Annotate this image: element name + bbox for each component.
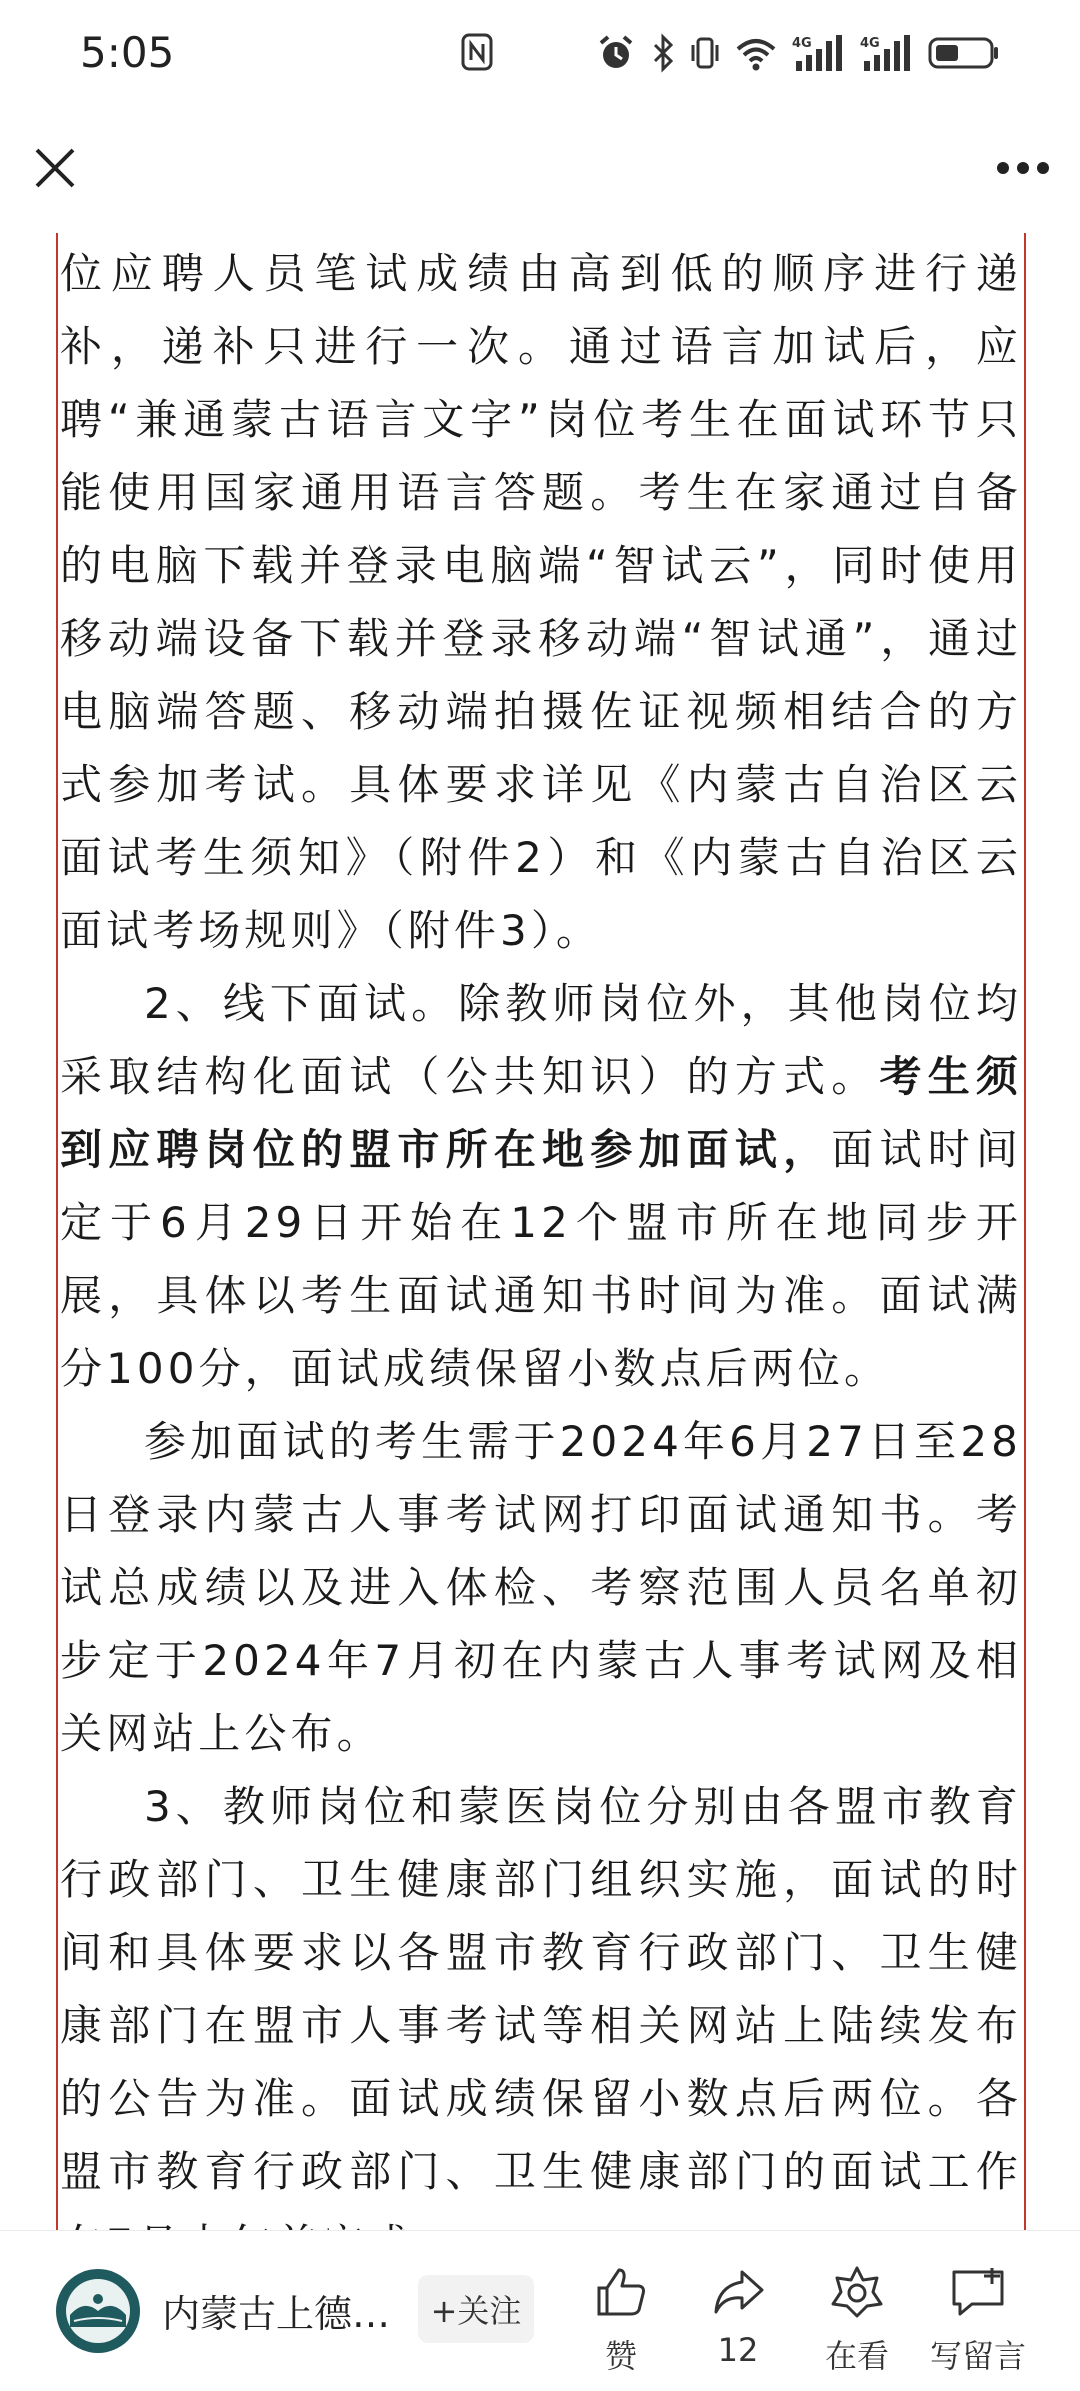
bold-emphasis-text: 考生须到应聘岗位的盟市所在地参加面试， (60, 1052, 1022, 1174)
status-time: 5:05 (80, 28, 175, 77)
share-count: 12 (717, 2331, 759, 2369)
paragraph-text: 面试时间定于6月29日开始在12个盟市所在地同步开展，具体以考生面试通知书时间为准。面试满分100分，面试成绩保留小数点后两位。 (60, 1125, 1022, 1393)
paragraph-text: 3、教师岗位和蒙医岗位分别由各盟市教育行政部门、卫生健康部门组织实施，面试的时间和具体要求以各盟市教育行政部门、卫生健康部门在盟市人事考试等相关网站上陆续发布的公告为准。面试成绩保留小数点后两位。各盟市教育行政部门、卫生健康部门的面试工作 (60, 1782, 1022, 2196)
close-button[interactable] (22, 135, 88, 201)
paragraph-text: 2、线下面试。除教师岗位外，其他岗位均采取结构化面试（公共知识）的方式。 (60, 979, 1022, 1101)
bottom-action-bar (0, 2230, 1080, 2391)
write-comment-button[interactable] (923, 2261, 1033, 2381)
close-icon (33, 146, 77, 190)
article-paragraph (60, 1405, 1022, 1770)
comment-add-icon (923, 2261, 1033, 2323)
status-bar (0, 0, 1080, 105)
like-button[interactable] (566, 2261, 676, 2381)
vibrate-icon (690, 33, 720, 73)
wow-star-icon (802, 2261, 912, 2323)
account-avatar[interactable] (56, 2269, 140, 2353)
alarm-icon (596, 33, 636, 73)
paragraph-text: 位应聘人员笔试成绩由高到低的顺序进行递补，递补只进行一次。通过语言加试后，应聘“兼通蒙古语言文字”岗位考生在面试环节只能使用国家通用语言答题。考生在家通过自备的电脑下载并登录电脑端“智试云”，同时使用移动端设备下载并登录移动端“智试通”，通过电脑端答题、移动端拍摄佐证视频相结合的方式参加考试。具体要求详见《内蒙古自治区云面试考生须知》（附件2）和《内蒙古自治区云面试考场规则》（附件3）。 (60, 249, 1022, 955)
article-content (56, 233, 1026, 2230)
share-arrow-icon (683, 2261, 793, 2323)
like-label: 赞 (604, 2337, 637, 2375)
write-comment-label: 写留言 (929, 2337, 1026, 2375)
svg-text:4G: 4G (792, 36, 812, 51)
more-options-button[interactable] (984, 135, 1062, 201)
share-button[interactable] (683, 2261, 793, 2381)
more-icon (996, 161, 1050, 175)
top-nav-bar (0, 105, 1080, 233)
signal-4g-icon (860, 33, 914, 73)
wow-label: 在看 (824, 2337, 889, 2375)
article-paragraph (60, 237, 1022, 967)
article-paragraph (60, 1770, 1022, 2281)
follow-button[interactable]: +关注 (418, 2275, 534, 2343)
account-name[interactable]: 内蒙古上德… (162, 2292, 391, 2336)
nfc-icon (460, 32, 494, 76)
thumbs-up-icon (566, 2261, 676, 2323)
wifi-icon (734, 33, 778, 73)
article-paragraph (60, 967, 1022, 1405)
battery-icon (928, 33, 1000, 73)
svg-text:4G: 4G (860, 36, 880, 51)
wow-button[interactable] (802, 2261, 912, 2381)
paragraph-text: 参加面试的考生需于2024年6月27日至28日登录内蒙古人事考试网打印面试通知书。考试总成绩以及进入体检、考察范围人员名单初步定于2024年7月初在内蒙古人事考试网及相关网站上公布。 (60, 1417, 1022, 1758)
bluetooth-icon (650, 33, 676, 73)
signal-4g-icon (792, 33, 846, 73)
